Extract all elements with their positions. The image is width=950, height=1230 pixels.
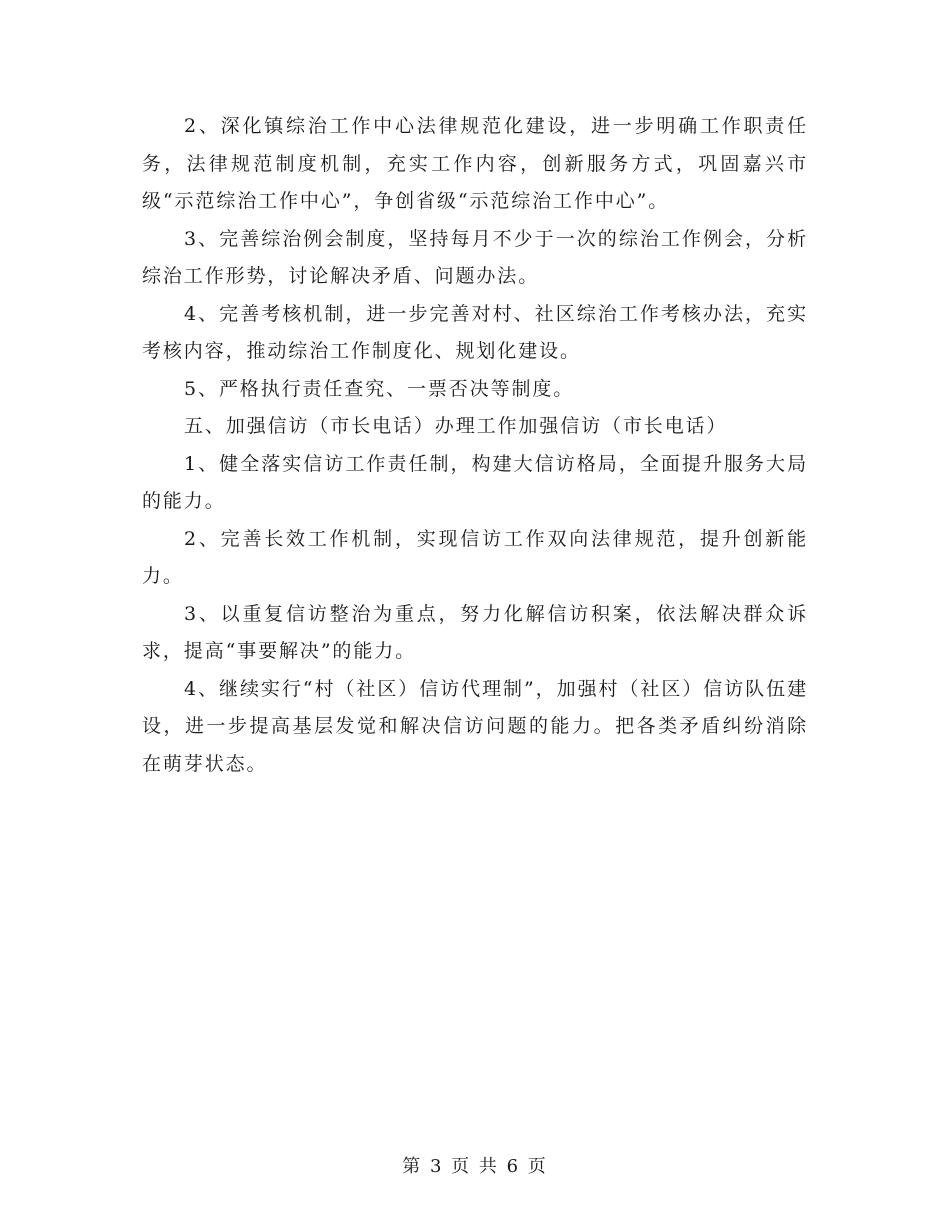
paragraph: 1、健全落实信访工作责任制，构建大信访格局，全面提升服务大局的能力。 [142,452,808,512]
paragraph: 5、严格执行责任查究、一票否决等制度。 [184,377,575,400]
paragraph: 2、深化镇综治工作中心法律规范化建设，进一步明确工作职责任务，法律规范制度机制，充实工作内容，创新服务方式，巩固嘉兴市级“示范综治工作中心”，争创省级“示范综治工作中心”。 [142,115,808,212]
paragraph: 2、完善长效工作机制，实现信访工作双向法律规范，提升创新能力。 [142,527,808,587]
paragraph: 4、完善考核机制，进一步完善对村、社区综治工作考核办法，充实考核内容，推动综治工作制度化、规划化建设。 [142,302,808,362]
paragraph: 4、继续实行“村（社区）信访代理制”，加强村（社区）信访队伍建设，进一步提高基层发觉和解决信访问题的能力。把各类矛盾纠纷消除在萌芽状态。 [142,677,808,775]
paragraph: 3、完善综治例会制度，坚持每月不少于一次的综治工作例会，分析综治工作形势，讨论解决矛盾、问题办法。 [142,227,808,287]
document-body [142,108,808,783]
section-heading: 五、加强信访（市长电话）办理工作加强信访（市长电话） [184,415,728,437]
paragraph: 3、以重复信访整治为重点，努力化解信访积案，依法解决群众诉求，提高“事要解决”的能力。 [142,602,808,662]
page-number: 第 3 页 共 6 页 [402,1156,548,1177]
